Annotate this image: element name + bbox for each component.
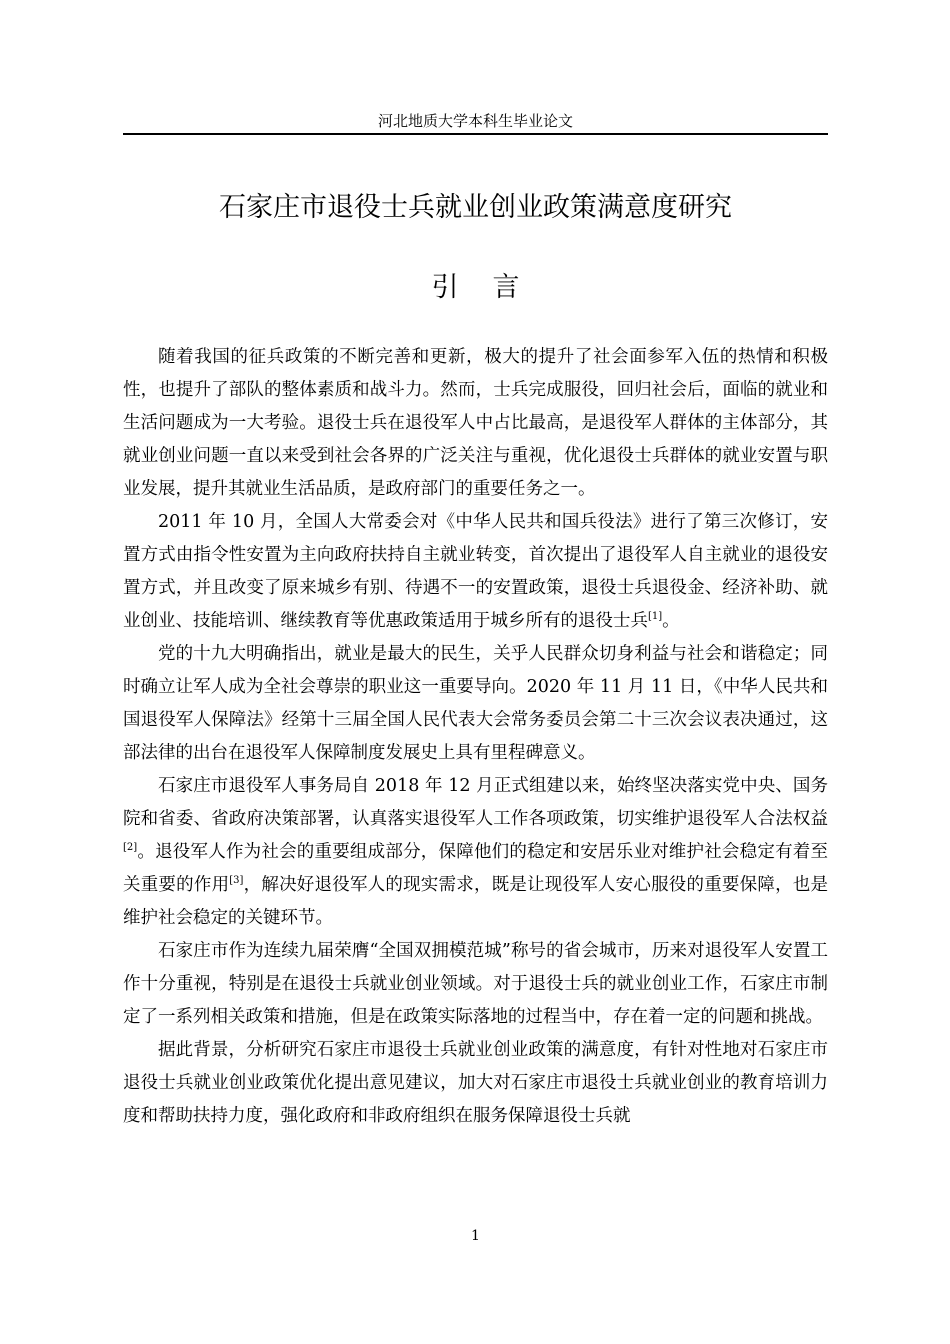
paragraph-text: 2011 年 10 月，全国人大常委会对《中华人民共和国兵役法》进行了第三次修订，安置方式由指令性安置为主向政府扶持自主就业转变，首次提出了退役军人自主就业的退役安置方式，并且改变了原来城乡有别、待遇不一的安置政策，退役士兵退役金、经济补助、就业创业、技能培训、继续教育等优惠政策适用于城乡所有的退役士兵 — [123, 512, 828, 631]
paragraph — [123, 770, 828, 935]
header-rule — [123, 133, 828, 135]
citation-1: [1] — [648, 611, 663, 623]
paragraph — [123, 341, 828, 506]
paragraph — [123, 638, 828, 770]
paragraph-text: 石家庄市作为连续九届荣膺“全国双拥模范城”称号的省会城市，历来对退役军人安置工作十分重视，特别是在退役士兵就业创业领域。对于退役士兵的就业创业工作，石家庄市制定了一系列相关政策和措施，但是在政策实际落地的过程当中，存在着一定的问题和挑战。 — [123, 941, 828, 1027]
paragraph-text: ，解决好退役军人的现实需求，既是让现役军人安心服役的重要保障，也是维护社会稳定的关键环节。 — [123, 875, 828, 928]
section-heading: 引言 — [431, 272, 554, 303]
paragraph-text: 。退役军人作为社会的重要组成部分，保障他们的稳定和安居乐业对维护社会稳定有着至关重要的作用 — [123, 842, 828, 895]
running-header: 河北地质大学本科生毕业论文 — [377, 112, 573, 130]
paragraph-text: 石家庄市退役军人事务局自 2018 年 12 月正式组建以来，始终坚决落实党中央、国务院和省委、省政府决策部署，认真落实退役军人工作各项政策，切实维护退役军人合法权益 — [123, 776, 828, 829]
paragraph-text: 据此背景，分析研究石家庄市退役士兵就业创业政策的满意度，有针对性地对石家庄市退役士兵就业创业政策优化提出意见建议，加大对石家庄市退役士兵就业创业的教育培训力度和帮助扶持力度，强化政府和非政府组织在服务保障退役士兵就 — [123, 1040, 828, 1126]
body-text — [123, 341, 828, 1133]
citation-2: [2] — [123, 842, 138, 854]
page-number: 1 — [471, 1228, 480, 1244]
paragraph-text: 随着我国的征兵政策的不断完善和更新，极大的提升了社会面参军入伍的热情和积极性，也提升了部队的整体素质和战斗力。然而，士兵完成服役，回归社会后，面临的就业和生活问题成为一大考验。退役士兵在退役军人中占比最高，是退役军人群体的主体部分，其就业创业问题一直以来受到社会各界的广泛关注与重视，优化退役士兵群体的就业安置与职业发展，提升其就业生活品质，是政府部门的重要任务之一。 — [123, 347, 828, 499]
paragraph — [123, 935, 828, 1034]
paragraph-text: 党的十九大明确指出，就业是最大的民生，关乎人民群众切身利益与社会和谐稳定；同时确立让军人成为全社会尊崇的职业这一重要导向。2020 年 11 月 11 日，《中华人民共和国退役军人保障法》经第十三届全国人民代表大会常务委员会第二十三次会议表决通过，这部法律的出台在退役军人保障制度发展史上具有里程碑意义。 — [123, 644, 828, 763]
paragraph — [123, 506, 828, 638]
citation-3: [3] — [229, 875, 244, 887]
paper-title: 石家庄市退役士兵就业创业政策满意度研究 — [219, 192, 732, 223]
paragraph-text: 。 — [662, 611, 680, 631]
paragraph — [123, 1034, 828, 1133]
